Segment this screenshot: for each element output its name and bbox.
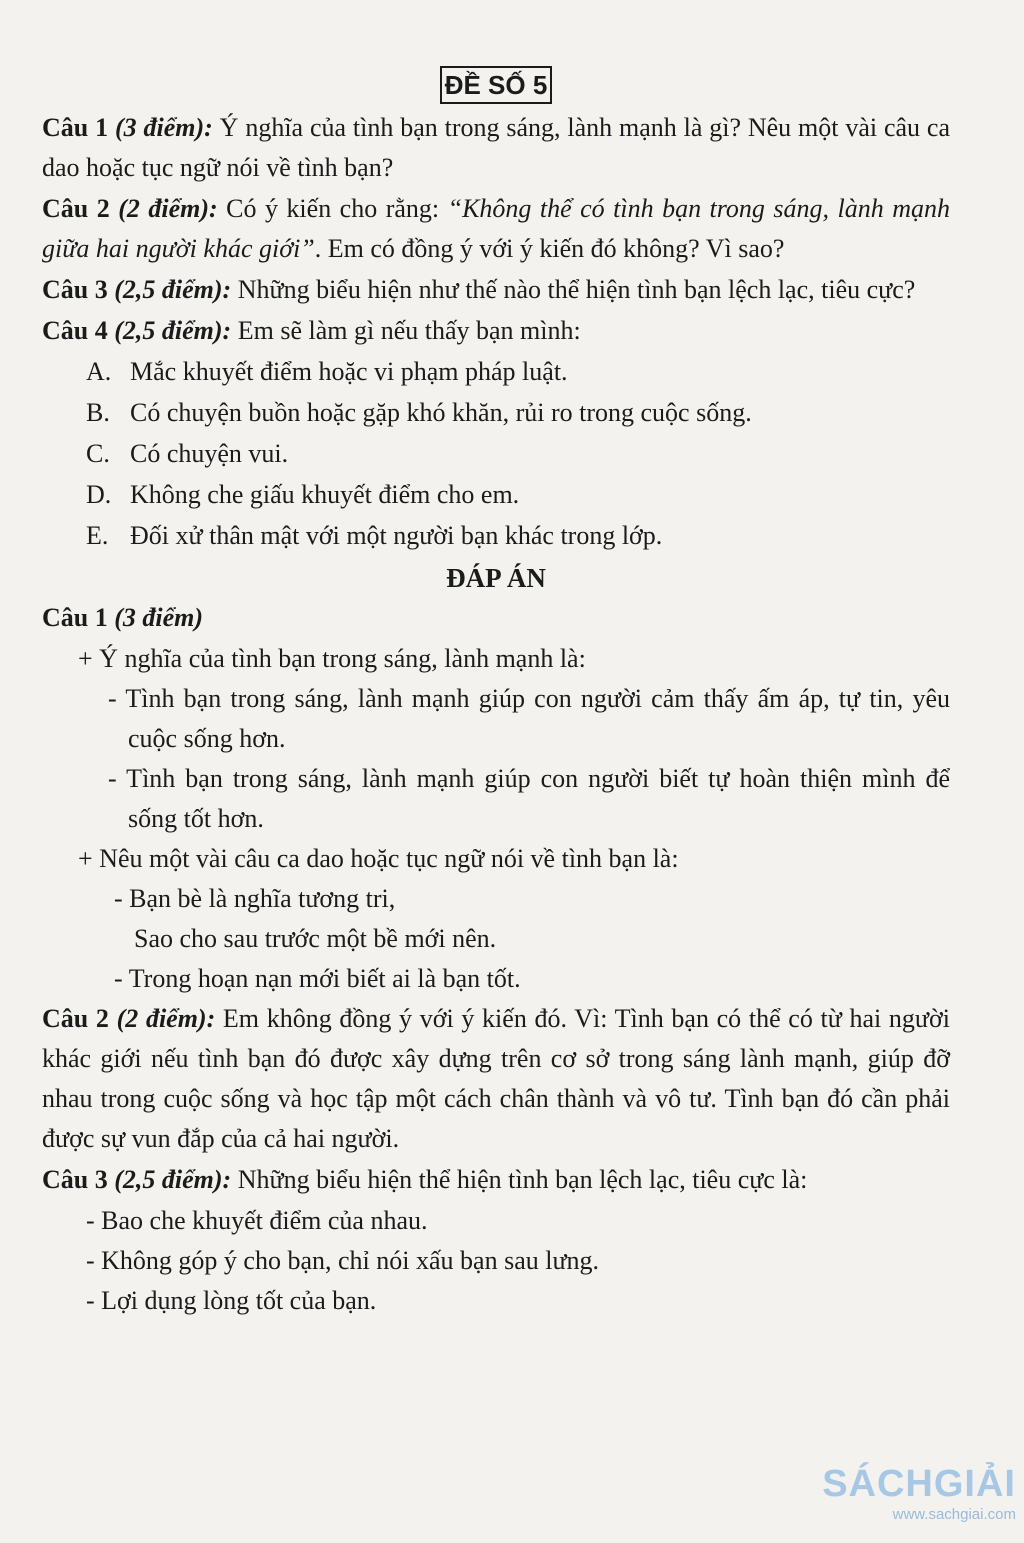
exam-page [42, 62, 950, 1321]
proverb-1-line-1: - Bạn bè là nghĩa tương tri, [114, 884, 396, 913]
question-points: (3 điểm): [114, 113, 213, 142]
answer-label: Câu 2 [42, 1004, 109, 1033]
question-text-end: . Em có đồng ý với ý kiến đó không? Vì sao? [314, 234, 785, 263]
question-points: (2,5 điểm): [114, 316, 232, 345]
option-a [42, 352, 950, 392]
answer-label: Câu 3 [42, 1165, 108, 1194]
option-text: Đối xử thân mật với một người bạn khác trong lớp. [130, 521, 663, 550]
exam-title: ĐỀ SỐ 5 [440, 66, 553, 104]
question-points: (2,5 điểm): [114, 275, 232, 304]
option-text: Mắc khuyết điểm hoặc vi phạm pháp luật. [130, 357, 568, 386]
option-letter: D. [86, 480, 112, 509]
answer-points: (2,5 điểm): [114, 1165, 232, 1194]
proverb-1-line-2: Sao cho sau trước một bề mới nên. [134, 924, 497, 953]
answer-3 [42, 1160, 950, 1200]
question-text: Ý nghĩa của tình bạn trong sáng, lành mạnh là gì? Nêu một vài câu ca dao hoặc tục ngữ nói về tình bạn? [42, 113, 951, 182]
watermark-logo: SÁCHGIẢI [822, 1463, 1016, 1505]
question-text: Em sẽ làm gì nếu thấy bạn mình: [231, 316, 581, 345]
question-text: Có ý kiến cho rằng: [217, 194, 448, 223]
question-4 [42, 311, 950, 351]
option-e [42, 516, 950, 556]
watermark [822, 1463, 1016, 1523]
question-quote: “Không thể có tình bạn trong sáng, lành mạnh giữa hai người khác giới” [42, 194, 950, 263]
answer-3-item-3: - Lợi dụng lòng tốt của bạn. [86, 1286, 377, 1315]
question-1 [42, 108, 950, 188]
answer-3-item-2: - Không góp ý cho bạn, chỉ nói xấu bạn sau lưng. [86, 1246, 600, 1275]
watermark-url: www.sachgiai.com [892, 1506, 1016, 1523]
answer-1-point-2: + Nêu một vài câu ca dao hoặc tục ngữ nói về tình bạn là: [78, 844, 679, 873]
answer-1-point-1: + Ý nghĩa của tình bạn trong sáng, lành mạnh là: [78, 644, 586, 673]
option-letter: C. [86, 439, 110, 468]
question-text: Những biểu hiện như thế nào thể hiện tình bạn lệch lạc, tiêu cực? [231, 275, 916, 304]
option-c [42, 434, 950, 474]
option-text: Có chuyện buồn hoặc gặp khó khăn, rủi ro trong cuộc sống. [130, 398, 752, 427]
question-label: Câu 2 [42, 194, 110, 223]
answer-points: (3 điểm) [114, 603, 204, 632]
option-letter: A. [86, 357, 112, 386]
question-label: Câu 4 [42, 316, 108, 345]
option-text: Có chuyện vui. [130, 439, 289, 468]
answer-3-item-1: - Bao che khuyết điểm của nhau. [86, 1206, 428, 1235]
proverb-2: - Trong hoạn nạn mới biết ai là bạn tốt. [114, 964, 521, 993]
answer-heading: ĐÁP ÁN [446, 563, 546, 593]
answer-1-item-2: - Tình bạn trong sáng, lành mạnh giúp con người biết tự hoàn thiện mình để sống tốt hơn. [108, 764, 950, 833]
option-letter: B. [86, 398, 110, 427]
question-points: (2 điểm): [118, 194, 218, 223]
answer-text: Những biểu hiện thể hiện tình bạn lệch lạc, tiêu cực là: [231, 1165, 808, 1194]
answer-2 [42, 999, 950, 1159]
option-letter: E. [86, 521, 109, 550]
question-label: Câu 1 [42, 113, 109, 142]
answer-1-item-1: - Tình bạn trong sáng, lành mạnh giúp con người cảm thấy ấm áp, tự tin, yêu cuộc sống hơn. [108, 684, 950, 753]
question-2 [42, 189, 950, 269]
question-label: Câu 3 [42, 275, 108, 304]
title-wrap [42, 62, 950, 108]
question-3 [42, 270, 950, 310]
option-text: Không che giấu khuyết điểm cho em. [130, 480, 520, 509]
answer-text: Em không đồng ý với ý kiến đó. Vì: Tình bạn có thể có từ hai người khác giới nếu tình bạn đó được xây dựng trên cơ sở trong sáng lành mạnh, giúp đỡ nhau trong cuộc sống và học tập một cách chân thành và vô tư. Tình bạn đó cần phải được sự vun đắp của cả hai người. [42, 1004, 950, 1153]
answer-points: (2 điểm): [116, 1004, 216, 1033]
answer-1-heading [42, 598, 950, 638]
option-b [42, 393, 950, 433]
answer-label: Câu 1 [42, 603, 108, 632]
option-d [42, 475, 950, 515]
